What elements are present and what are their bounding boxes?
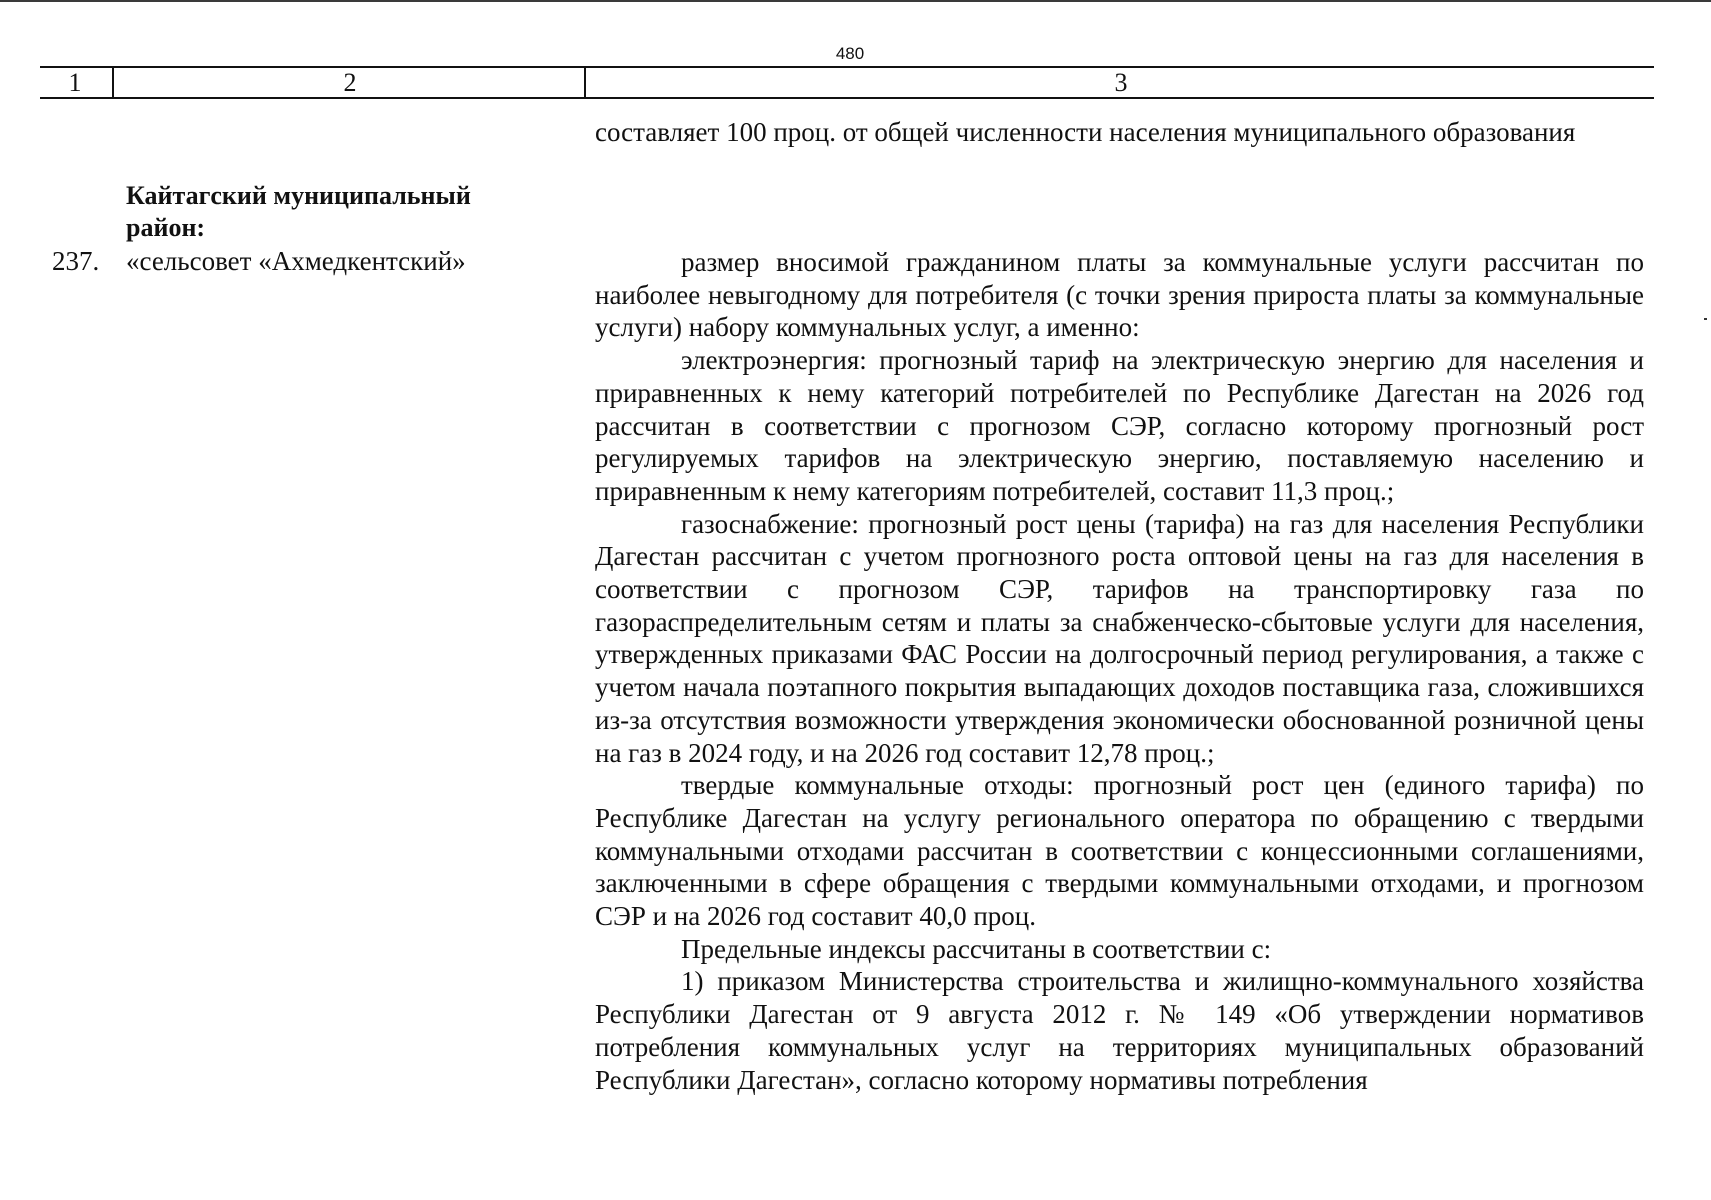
paragraph-indices-basis: Предельные индексы рассчитаны в соответствии с: [681, 933, 1272, 964]
column-3-number: 3 [584, 68, 1656, 97]
page-number: 480 [835, 44, 865, 63]
entry-name: «сельсовет «Ахмедкентский» [126, 246, 466, 276]
table-column-header [40, 66, 1654, 99]
entry-description [595, 246, 1644, 1096]
column-1-number: 1 [68, 67, 82, 97]
paragraph-gas-supply: газоснабжение: прогнозный рост цены (тарифа) на газ для населения Республики Дагестан рассчитан с учетом прогнозного роста оптовой цены на газ для населения в соответствии с прогнозом СЭР, тарифов на транспортировку газа по газораспределительным сетям и платы за снабженческо-сбытовые услуги для населения, утвержденных приказами ФАС России на долгосрочный период регулирования, а также с учетом начала поэтапного покрытия выпадающих доходов поставщика газа, сложившихся из-за отсутствия возможности утверждения экономически обоснованной розничной цены на газ в 2024 году, и на 2026 год составит 12,78 проц.; [595, 508, 1644, 768]
entry-number: 237. [52, 246, 100, 276]
scan-top-edge [0, 0, 1711, 2]
scan-artifact [1704, 318, 1707, 320]
paragraph-order-reference: 1) приказом Министерства строительства и жилищно-коммунального хозяйства Республики Дагестан от 9 августа 2012 г. № 149 «Об утверждении нормативов потребления коммунальных услуг на территориях муниципальных образований Республики Дагестан», согласно которому нормативы потребления [595, 966, 1644, 1095]
paragraph-electricity: электроэнергия: прогнозный тариф на электрическую энергию для населения и приравненных к нему категорий потребителей по Республике Дагестан на 2026 год рассчитан в соответствии с прогнозом СЭР, согласно которому прогнозный рост регулируемых тарифов на электрическую энергию, поставляемую населению и приравненным к нему категориям потребителей, составит 11,3 проц.; [595, 345, 1644, 506]
district-heading: Кайтагский муниципальный район: [126, 181, 471, 242]
paragraph-solid-waste: твердые коммунальные отходы: прогнозный рост цен (единого тарифа) по Республике Дагестан на услугу регионального оператора по обращению с твердыми коммунальными отходами рассчитан в соответствии с концессионными соглашениями, заключенными в сфере обращения с твердыми коммунальными отходами, и прогнозом СЭР и на 2026 год составит 40,0 проц. [595, 770, 1644, 932]
paragraph-payment-size: размер вносимой гражданином платы за коммунальные услуги рассчитан по наиболее невыгодному для потребителя (с точки зрения прироста платы за коммунальные услуги) набору коммунальных услуг, а именно: [595, 247, 1644, 343]
continued-text-line: составляет 100 проц. от общей численности населения муниципального образования [595, 117, 1576, 147]
column-2-number: 2 [112, 68, 586, 97]
